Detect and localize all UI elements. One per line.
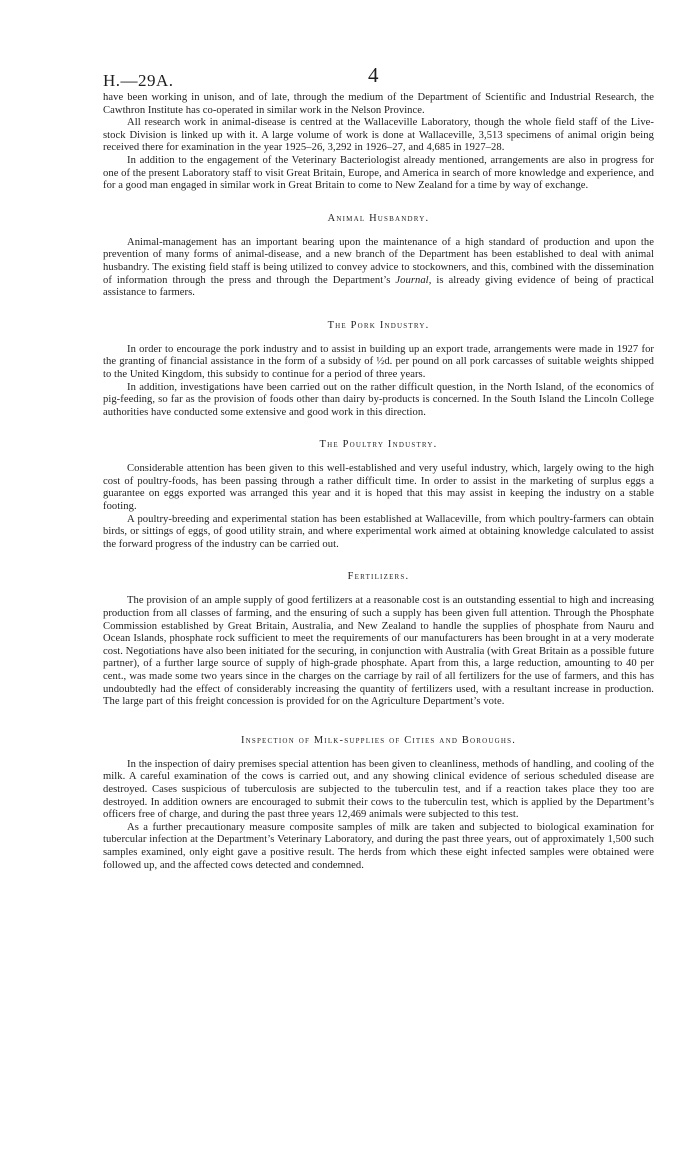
poultry-paragraph-2: A poultry-breeding and experimental station has been established at Wallaceville, from which poultry-farmers can obtain birds, or sittings of eggs, of good utility strain, and where experimental work aimed at obtaining knowledge calculated to assist the forward progress of the industry can be carried out. — [103, 513, 654, 550]
journal-title: Journal — [395, 274, 429, 286]
section-heading-animal-husbandry: Animal Husbandry. — [327, 212, 430, 224]
document-page — [103, 62, 654, 872]
section-heading-milk-inspection: Inspection of Milk-supplies of Cities and Boroughs. — [240, 734, 517, 746]
section-heading-poultry-industry: The Poultry Industry. — [319, 439, 438, 451]
intro-paragraph-3: In addition to the engagement of the Veterinary Bacteriologist already mentioned, arrangements are also in progress for one of the present Laboratory staff to visit Great Britain, Europe, and America in search of more knowledge and experience, and for a good man engaged in similar work in Great Britain to come to New Zealand for a time by way of exchange. — [103, 154, 654, 192]
poultry-paragraph-1: Considerable attention has been given to this well-established and very useful industry, which, largely owing to the high cost of poultry-foods, has been passing through a rather difficult time. In order to assist in the marketing of surplus eggs a guarantee on eggs exported was arranged this year and it is hoped that this may assist in keeping the industry on a stable footing. — [103, 463, 654, 513]
animal-husbandry-text-1: Animal-management has an important bearing upon the maintenance of a high standard of production and upon the prevention of many forms of animal-disease, and a new branch of the Department has been established to deal with animal husbandry. The existing field staff is being utilized to convey advice to stockowners, and this, combined with the dissemination of information through the press and through the Department’s — [103, 236, 654, 286]
fertilizers-paragraph: The provision of an ample supply of good fertilizers at a reasonable cost is an outstanding essential to high and increasing production from all classes of farming, and the ensuring of such a supply has been given full attention. Through the Phosphate Commission established by Great Britain, Australia, and New Zealand to handle the supplies of phosphate from Nauru and Ocean Islands, phosphate rock sufficient to meet the requirements of our manufacturers has been brought in at a very moderate cost. Negotiations have also been initiated for the securing, in conjunction with Australia (with Great Britain as a possible future partner), of a further large source of supply of high-grade phosphate. Apart from this, a large reduction, amounting to 40 per cent., was made some two years since in the charges on the carriage by rail of all fertilizers for the use of farmers, and this has undoubtedly had the effect of considerably increasing the quantity of fertilizers used, with a resultant increase in production. The large part of this freight concession is provided for on the Agriculture Department’s vote. — [103, 595, 654, 708]
animal-husbandry-paragraph — [103, 237, 654, 300]
intro-paragraph-1: have been working in unison, and of late, through the medium of the Department of Scientific and Industrial Research, the Cawthron Institute has co-operated in similar work in the Nelson Province. — [103, 92, 654, 116]
pork-paragraph-1: In order to encourage the pork industry and to assist in building up an export trade, arrangements were made in 1927 for the granting of financial assistance in the form of a subsidy of ½d. per pound on all pork carcasses of suitable weights shipped to the United Kingdom, this subsidy to continue for a period of three years. — [103, 343, 654, 380]
pork-paragraph-2: In addition, investigations have been carried out on the rather difficult question, in the North Island, of the economics of pig-feeding, so far as the provision of foods other than dairy by-products is concerned. In the South Island the Lincoln College authorities have conducted some extensive and good work in this direction. — [103, 381, 654, 418]
animal-husbandry-text-2: , is already giving evidence of being of practical assistance to farmers. — [103, 274, 654, 299]
intro-paragraph-2: All research work in animal-disease is centred at the Wallaceville Laboratory, though the whole field staff of the Live-stock Division is linked up with it. A large volume of work is done at Wallaceville, 3,513 specimens of animal origin being received there for examination in the year 1925–26, 3,292 in 1926–27, and 4,685 in 1927–28. — [103, 117, 654, 154]
document-reference: H.—29A. — [103, 71, 174, 90]
page-header — [103, 62, 654, 92]
milk-paragraph-2: As a further precautionary measure composite samples of milk are taken and subjected to biological examination for tubercular infection at the Department’s Veterinary Laboratory, and during the past three years, out of approximately 1,500 such samples examined, only eight gave a positive result. The herds from which these eight infected samples were obtained were followed up, and the affected cows detected and condemned. — [103, 821, 654, 871]
milk-paragraph-1: In the inspection of dairy premises special attention has been given to cleanliness, methods of handling, and cooling of the milk. A careful examination of the cows is carried out, and any showing clinical evidence of serious scheduled disease are destroyed. Cases suspicious of tuberculosis are subjected to the tuberculin test, and if a reaction takes place they too are destroyed. In addition owners are encouraged to submit their cows to the tuberculin test, which is applied by the Department’s officers free of charge, and during the past three years 12,469 animals were subjected to this test. — [103, 758, 654, 821]
section-heading-pork-industry: The Pork Industry. — [327, 319, 430, 331]
page-number: 4 — [368, 63, 379, 87]
section-heading-fertilizers: Fertilizers. — [347, 571, 410, 583]
